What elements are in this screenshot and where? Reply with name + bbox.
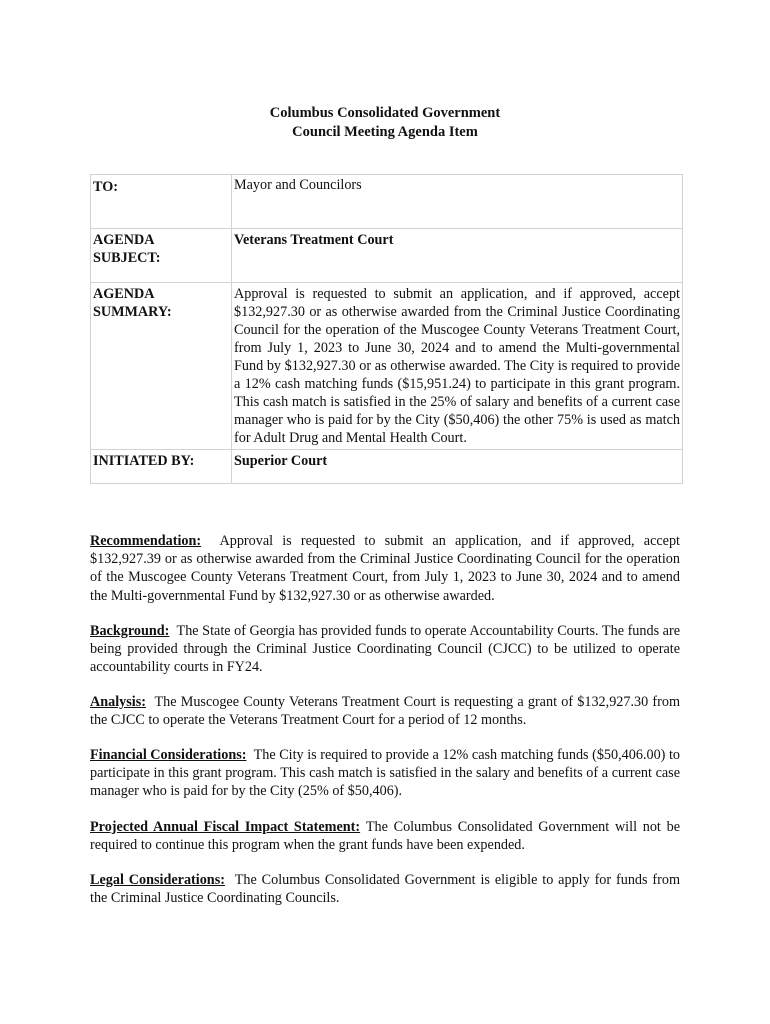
organization-title: Columbus Consolidated Government	[269, 105, 501, 121]
legal-heading: Legal Considerations:	[90, 872, 225, 888]
recommendation-heading: Recommendation:	[90, 533, 202, 549]
legal-text: The Columbus Consolidated Government is eligible to apply for funds from the Criminal Justice Coordinating Councils.	[90, 872, 681, 907]
initiated-label: INITIATED BY:	[91, 450, 232, 484]
initiated-value: Superior Court	[232, 450, 683, 484]
summary-value: Approval is requested to submit an application, and if approved, accept $132,927.30 or as otherwise awarded from the Criminal Justice Coordinating Council for the operation of the Muscogee County Veterans Treatment Court, from July 1, 2023 to June 30, 2024 and to amend the Multi-governmental Fund by $132,927.30 or as otherwise awarded. The City is required to provide a 12% cash matching funds ($15,951.24) to participate in this grant program. This cash match is satisfied in the 25% of salary and benefits of a current case manager who is paid for by the City ($50,406) the other 75% is used as match for Adult Drug and Mental Health Court.	[232, 283, 683, 450]
document-type-title: Council Meeting Agenda Item	[292, 124, 478, 140]
background-section	[90, 622, 680, 677]
analysis-heading: Analysis:	[90, 694, 146, 710]
summary-label: AGENDA SUMMARY:	[91, 283, 232, 450]
analysis-section	[90, 693, 680, 729]
financial-text: The City is required to provide a 12% cash matching funds ($50,406.00) to participate in this grant program. This cash match is satisfied in the salary and benefits of a current case manager who is paid for by the City (25% of $50,406).	[90, 747, 680, 800]
to-label: TO:	[91, 175, 232, 229]
agenda-info-table	[90, 174, 683, 484]
background-text: The State of Georgia has provided funds to operate Accountability Courts. The funds are being provided through the Criminal Justice Coordinating Council (CJCC) to be utilized to operate accountability courts in FY24.	[90, 623, 680, 676]
financial-heading: Financial Considerations:	[90, 747, 247, 763]
fiscal-impact-section	[90, 818, 680, 854]
recommendation-section	[90, 532, 680, 605]
to-value: Mayor and Councilors	[232, 175, 683, 229]
subject-label: AGENDA SUBJECT:	[91, 229, 232, 283]
table-row-to	[91, 175, 683, 229]
background-heading: Background:	[90, 623, 170, 639]
table-row-initiated	[91, 450, 683, 484]
legal-section	[90, 871, 680, 907]
subject-value: Veterans Treatment Court	[232, 229, 683, 283]
fiscal-impact-text: The Columbus Consolidated Government will not be required to continue this program when the grant funds have been expended.	[90, 819, 680, 854]
table-row-summary	[91, 283, 683, 450]
table-row-subject	[91, 229, 683, 283]
fiscal-impact-heading: Projected Annual Fiscal Impact Statement:	[90, 819, 361, 835]
analysis-text: The Muscogee County Veterans Treatment Court is requesting a grant of $132,927.30 from the CJCC to operate the Veterans Treatment Court for a period of 12 months.	[90, 694, 681, 729]
financial-section	[90, 746, 680, 801]
recommendation-text: Approval is requested to submit an application, and if approved, accept $132,927.39 or as otherwise awarded from the Criminal Justice Coordinating Council for the operation of the Muscogee County Veterans Treatment Court, from July 1, 2023 to June 30, 2024 and to amend the Multi-governmental Fund by $132,927.30 or as otherwise awarded.	[90, 533, 680, 604]
